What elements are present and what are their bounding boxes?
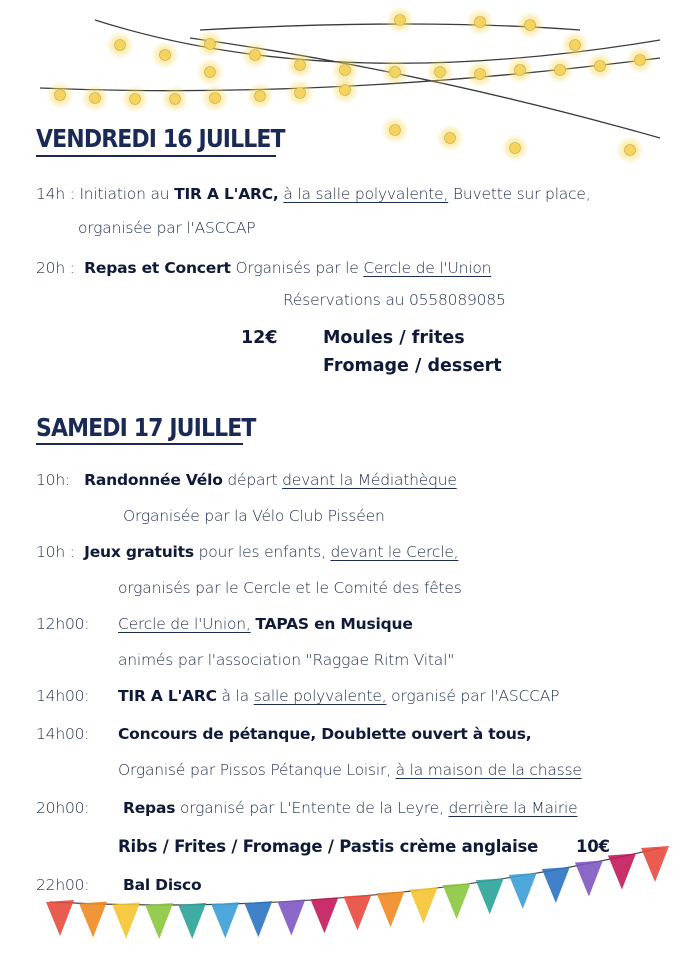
bunting-flag bbox=[608, 854, 636, 890]
light-bulb-icon bbox=[205, 39, 216, 50]
bunting-flag bbox=[244, 901, 272, 937]
event-time: 10h : bbox=[36, 543, 75, 561]
saturday-event-4 bbox=[118, 687, 559, 705]
event-text: Buvette sur place, bbox=[452, 185, 591, 203]
light-bulb-icon bbox=[395, 15, 406, 26]
event-title: Concours de pétanque, Doublette ouvert à tous, bbox=[118, 725, 532, 743]
light-bulb-icon bbox=[295, 60, 306, 71]
event-place-link[interactable]: Cercle de l'Union, bbox=[118, 615, 251, 633]
bunting-flag bbox=[79, 902, 107, 938]
light-bulb-icon bbox=[250, 50, 261, 61]
event-title: Randonnée Vélo bbox=[84, 471, 223, 489]
bunting-flag bbox=[344, 895, 372, 931]
bunting-flag bbox=[476, 878, 504, 914]
light-bulb-icon bbox=[115, 40, 126, 51]
friday-menu-line-1: Moules / frites bbox=[323, 328, 465, 348]
light-bulb-icon bbox=[625, 145, 636, 156]
bunting-flag bbox=[410, 887, 438, 923]
saturday-event-5-time: 14h00: bbox=[36, 725, 90, 743]
light-bulb-icon bbox=[295, 88, 306, 99]
event-text: Organisé par Pissos Pétanque Loisir, bbox=[118, 761, 391, 779]
light-bulb-icon bbox=[510, 143, 521, 154]
event-place-link[interactable]: à la salle polyvalente, bbox=[283, 185, 449, 203]
saturday-event-6-time: 20h00: bbox=[36, 799, 90, 817]
bunting-flag bbox=[443, 883, 471, 919]
light-bulb-icon bbox=[635, 55, 646, 66]
friday-reservation: Réservations au 0558089085 bbox=[283, 291, 506, 309]
light-bulb-icon bbox=[445, 133, 456, 144]
light-bulb-icon bbox=[555, 65, 566, 76]
bunting-flag bbox=[211, 902, 239, 938]
friday-title: VENDREDI 16 JUILLET bbox=[36, 124, 285, 153]
light-bulb-icon bbox=[160, 50, 171, 61]
event-place-link[interactable]: derrière la Mairie bbox=[448, 799, 578, 817]
light-bulb-icon bbox=[130, 94, 141, 105]
event-text: Organisés par le bbox=[235, 259, 359, 277]
friday-event-1-organizer: organisée par l'ASCCAP bbox=[78, 219, 256, 237]
event-place-link[interactable]: salle polyvalente, bbox=[253, 687, 387, 705]
saturday-event-3-time: 12h00: bbox=[36, 615, 90, 633]
event-title: TIR A L'ARC, bbox=[174, 185, 279, 203]
bunting-flag bbox=[575, 860, 603, 896]
event-place-link[interactable]: Cercle de l'Union bbox=[363, 259, 492, 277]
event-title: TIR A L'ARC bbox=[118, 687, 217, 705]
friday-event-1 bbox=[36, 185, 590, 203]
bunting-flag bbox=[46, 900, 74, 936]
friday-price: 12€ bbox=[241, 328, 278, 348]
saturday-event-2-organizer: organisés par le Cercle et le Comité des fêtes bbox=[118, 579, 462, 597]
event-text: organisé par l'ASCCAP bbox=[391, 687, 560, 705]
saturday-event-2 bbox=[36, 543, 458, 561]
light-bulb-icon bbox=[390, 67, 401, 78]
bunting-flag bbox=[178, 903, 206, 939]
bunting-flag bbox=[542, 867, 570, 903]
light-bulb-icon bbox=[255, 91, 266, 102]
saturday-event-6-price: 10€ bbox=[576, 837, 610, 856]
saturday-event-6-menu: Ribs / Frites / Fromage / Pastis crème anglaise bbox=[118, 837, 539, 856]
light-bulb-icon bbox=[340, 85, 351, 96]
event-time: 14h : bbox=[36, 185, 75, 203]
event-text: Initiation au bbox=[79, 185, 170, 203]
event-title: TAPAS en Musique bbox=[255, 615, 413, 633]
bunting-flag bbox=[145, 903, 173, 939]
event-text: départ bbox=[227, 471, 278, 489]
saturday-event-4-time: 14h00: bbox=[36, 687, 90, 705]
saturday-event-6 bbox=[123, 799, 577, 817]
light-bulb-icon bbox=[525, 20, 536, 31]
friday-title-underline bbox=[36, 155, 276, 157]
bunting-flag bbox=[509, 873, 537, 909]
light-bulb-icon bbox=[595, 61, 606, 72]
friday-event-2 bbox=[36, 259, 491, 277]
friday-menu-line-2: Fromage / dessert bbox=[323, 356, 502, 376]
light-bulb-icon bbox=[170, 94, 181, 105]
event-time: 20h : bbox=[36, 259, 75, 277]
light-bulb-icon bbox=[515, 65, 526, 76]
light-bulb-icon bbox=[90, 93, 101, 104]
event-text: à la bbox=[221, 687, 249, 705]
saturday-event-7-title: Bal Disco bbox=[123, 876, 202, 894]
light-bulb-icon bbox=[570, 40, 581, 51]
bunting-flag bbox=[310, 897, 338, 933]
bunting-flags-icon bbox=[0, 840, 696, 960]
event-text: pour les enfants, bbox=[198, 543, 326, 561]
event-title: Jeux gratuits bbox=[84, 543, 194, 561]
light-bulb-icon bbox=[210, 93, 221, 104]
saturday-event-1 bbox=[36, 471, 457, 489]
light-bulb-icon bbox=[475, 69, 486, 80]
light-bulb-icon bbox=[340, 65, 351, 76]
saturday-event-5-organizer bbox=[118, 761, 582, 779]
light-bulb-icon bbox=[205, 67, 216, 78]
light-bulb-icon bbox=[435, 67, 446, 78]
event-title: Repas bbox=[123, 799, 176, 817]
bunting-flag bbox=[112, 902, 140, 938]
saturday-event-1-organizer: Organisée par la Vélo Club Pisséen bbox=[123, 507, 385, 525]
saturday-event-3-organizer: animés par l'association "Raggae Ritm Vital" bbox=[118, 651, 455, 669]
event-place-link[interactable]: à la maison de la chasse bbox=[395, 761, 582, 779]
saturday-event-5 bbox=[118, 725, 531, 743]
saturday-event-3 bbox=[118, 615, 413, 633]
bunting-flag bbox=[641, 846, 669, 882]
event-title: Repas et Concert bbox=[84, 259, 231, 277]
event-text: organisé par L'Entente de la Leyre, bbox=[179, 799, 444, 817]
light-bulb-icon bbox=[55, 90, 66, 101]
event-time: 10h: bbox=[36, 471, 70, 489]
light-bulb-icon bbox=[390, 125, 401, 136]
saturday-event-7-time: 22h00: bbox=[36, 876, 90, 894]
light-bulb-icon bbox=[475, 17, 486, 28]
saturday-title-underline bbox=[36, 443, 243, 445]
event-place-link[interactable]: devant la Médiathèque bbox=[282, 471, 457, 489]
bunting-flag bbox=[377, 891, 405, 927]
saturday-title: SAMEDI 17 JUILLET bbox=[36, 413, 256, 442]
event-place-link[interactable]: devant le Cercle, bbox=[330, 543, 459, 561]
bunting-flag bbox=[277, 899, 305, 935]
